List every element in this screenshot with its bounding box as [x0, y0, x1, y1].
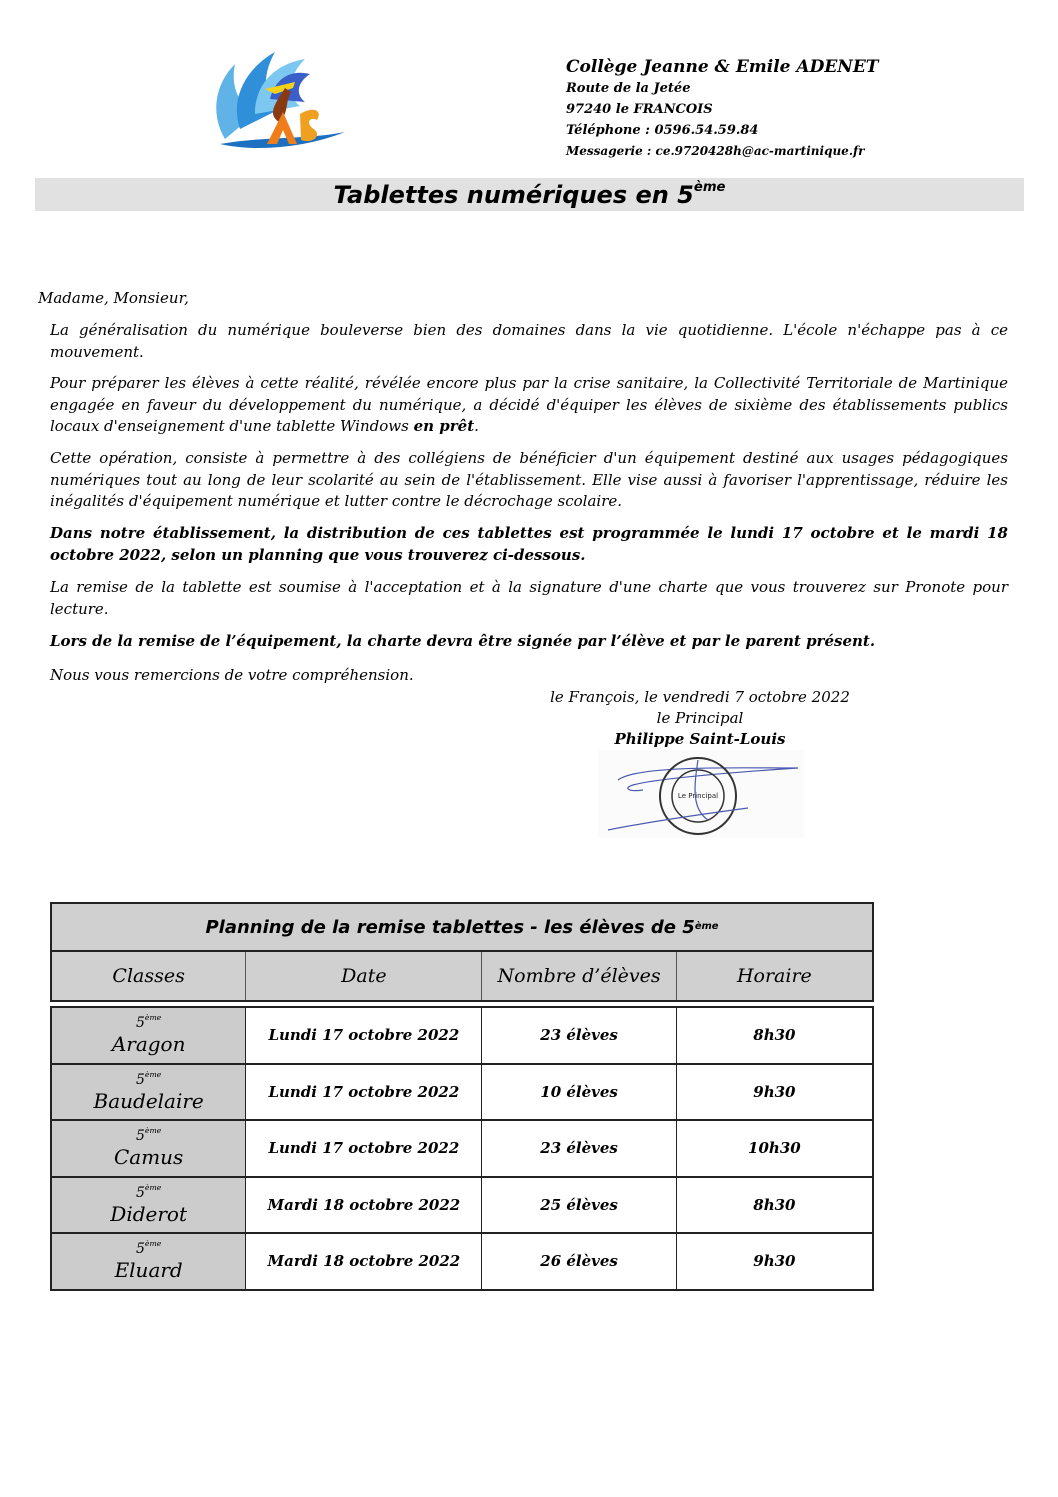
paragraph-5: La remise de la tablette est soumise à l'acceptation et à la signature d'une charte que vous trouverez sur Pronote pour lecture.	[50, 578, 1008, 618]
address-line-1: Route de la Jetée	[566, 81, 691, 96]
level: 5	[135, 1071, 145, 1088]
level-sup: ème	[144, 1013, 162, 1023]
class-name: Diderot	[110, 1201, 187, 1226]
count-cell: 10 élèves	[482, 1065, 676, 1120]
address-line-2: 97240 le FRANCOIS	[566, 102, 713, 117]
paragraph-7: Nous vous remercions de votre compréhension.	[50, 666, 414, 684]
time-cell: 8h30	[753, 1026, 796, 1045]
level-sup: ème	[144, 1182, 162, 1192]
class-name: Aragon	[111, 1032, 186, 1057]
school-info	[566, 56, 878, 162]
level: 5	[135, 1128, 145, 1145]
title-text: Tablettes numériques en 5	[333, 180, 694, 209]
count-cell: 26 élèves	[482, 1234, 676, 1289]
planning-table	[50, 902, 874, 1291]
signature-block	[520, 687, 880, 750]
level: 5	[135, 1015, 145, 1032]
stamp-signature-icon	[598, 750, 804, 838]
paragraph-4: Dans notre établissement, la distribution de ces tablettes est programmée le lundi 17 octobre et le mardi 18 octobre 2022, selon un planning que vous trouverez ci-dessous.	[50, 524, 1008, 564]
level: 5	[135, 1184, 145, 1201]
time-cell: 10h30	[748, 1139, 801, 1158]
table-row	[52, 1234, 872, 1289]
level: 5	[135, 1241, 145, 1258]
date-cell: Lundi 17 octobre 2022	[246, 1008, 482, 1063]
time-cell: 9h30	[753, 1252, 796, 1271]
date-cell: Mardi 18 octobre 2022	[246, 1234, 482, 1289]
header-date: Date	[246, 952, 482, 1000]
svg-text:Le Principal: Le Principal	[677, 792, 719, 800]
email: Messagerie : ce.9720428h@ac-martinique.fr	[566, 144, 865, 158]
place-date: le François, le vendredi 7 octobre 2022	[550, 688, 850, 706]
table-row	[52, 1065, 872, 1122]
signer-name: Philippe Saint-Louis	[614, 730, 786, 748]
count-cell: 25 élèves	[482, 1178, 676, 1233]
greeting: Madame, Monsieur,	[38, 289, 189, 307]
header-classes: Classes	[52, 952, 246, 1000]
class-name: Baudelaire	[93, 1088, 204, 1113]
level-sup: ème	[144, 1069, 162, 1079]
header-count: Nombre d’élèves	[482, 952, 676, 1000]
paragraph-2-bold: en prêt	[413, 417, 475, 435]
paragraph-2-end: .	[474, 417, 479, 435]
paragraph-1: La généralisation du numérique bouleverse bien des domaines dans la vie quotidienne. L'école n'échappe pas à ce mouvement.	[50, 321, 1008, 361]
school-name: Collège Jeanne & Emile ADENET	[566, 57, 879, 77]
table-header	[50, 952, 874, 1002]
class-cell	[52, 1065, 246, 1120]
date-cell: Lundi 17 octobre 2022	[246, 1065, 482, 1120]
date-cell: Mardi 18 octobre 2022	[246, 1178, 482, 1233]
class-cell	[52, 1121, 246, 1176]
title-sup: ème	[693, 179, 726, 195]
time-cell: 8h30	[753, 1195, 796, 1214]
paragraph-2	[50, 373, 1008, 438]
phone: Téléphone : 0596.54.59.84	[566, 123, 759, 138]
paragraph-3: Cette opération, consiste à permettre à des collégiens de bénéficier d'un équipement destiné aux usages pédagogiques numériques tout au long de leur scolarité au sein de l'établissement. Elle vise aussi à favoriser l'apprentissage, réduire les inégalités d'équipement numérique et lutter contre le décrochage scolaire.	[50, 449, 1008, 510]
table-body	[50, 1006, 874, 1291]
header-time: Horaire	[736, 965, 812, 987]
signer-role: le Principal	[656, 709, 744, 727]
level-sup: ème	[144, 1126, 162, 1136]
level-sup: ème	[144, 1239, 162, 1249]
count-cell: 23 élèves	[482, 1121, 676, 1176]
table-row	[52, 1178, 872, 1235]
document-title	[333, 181, 725, 209]
class-cell	[52, 1178, 246, 1233]
document-title-bar	[35, 178, 1024, 211]
table-row	[52, 1008, 872, 1065]
class-cell	[52, 1008, 246, 1063]
official-stamp	[598, 750, 804, 838]
planning-title-text: Planning de la remise tablettes - les élèves de 5	[205, 916, 695, 938]
college-logo	[205, 44, 350, 154]
count-cell: 23 élèves	[482, 1008, 676, 1063]
date-cell: Lundi 17 octobre 2022	[246, 1121, 482, 1176]
class-name: Eluard	[114, 1258, 183, 1283]
class-name: Camus	[113, 1145, 184, 1170]
table-row	[52, 1121, 872, 1178]
wave-logo-icon	[205, 44, 350, 154]
planning-title: Planning de la remise tablettes - les élèves de 5 ème	[50, 902, 874, 952]
class-cell	[52, 1234, 246, 1289]
time-cell: 9h30	[753, 1082, 796, 1101]
paragraph-6: Lors de la remise de l’équipement, la charte devra être signée par l’élève et par le parent présent.	[50, 632, 876, 650]
paragraph-2-text: Pour préparer les élèves à cette réalité, révélée encore plus par la crise sanitaire, la Collectivité Territoriale de Martinique engagée en faveur du développement du numérique, a décidé d'équiper les élèves de sixième des établissements publics locaux d'enseignement d'une tablette Windows	[50, 374, 1008, 435]
